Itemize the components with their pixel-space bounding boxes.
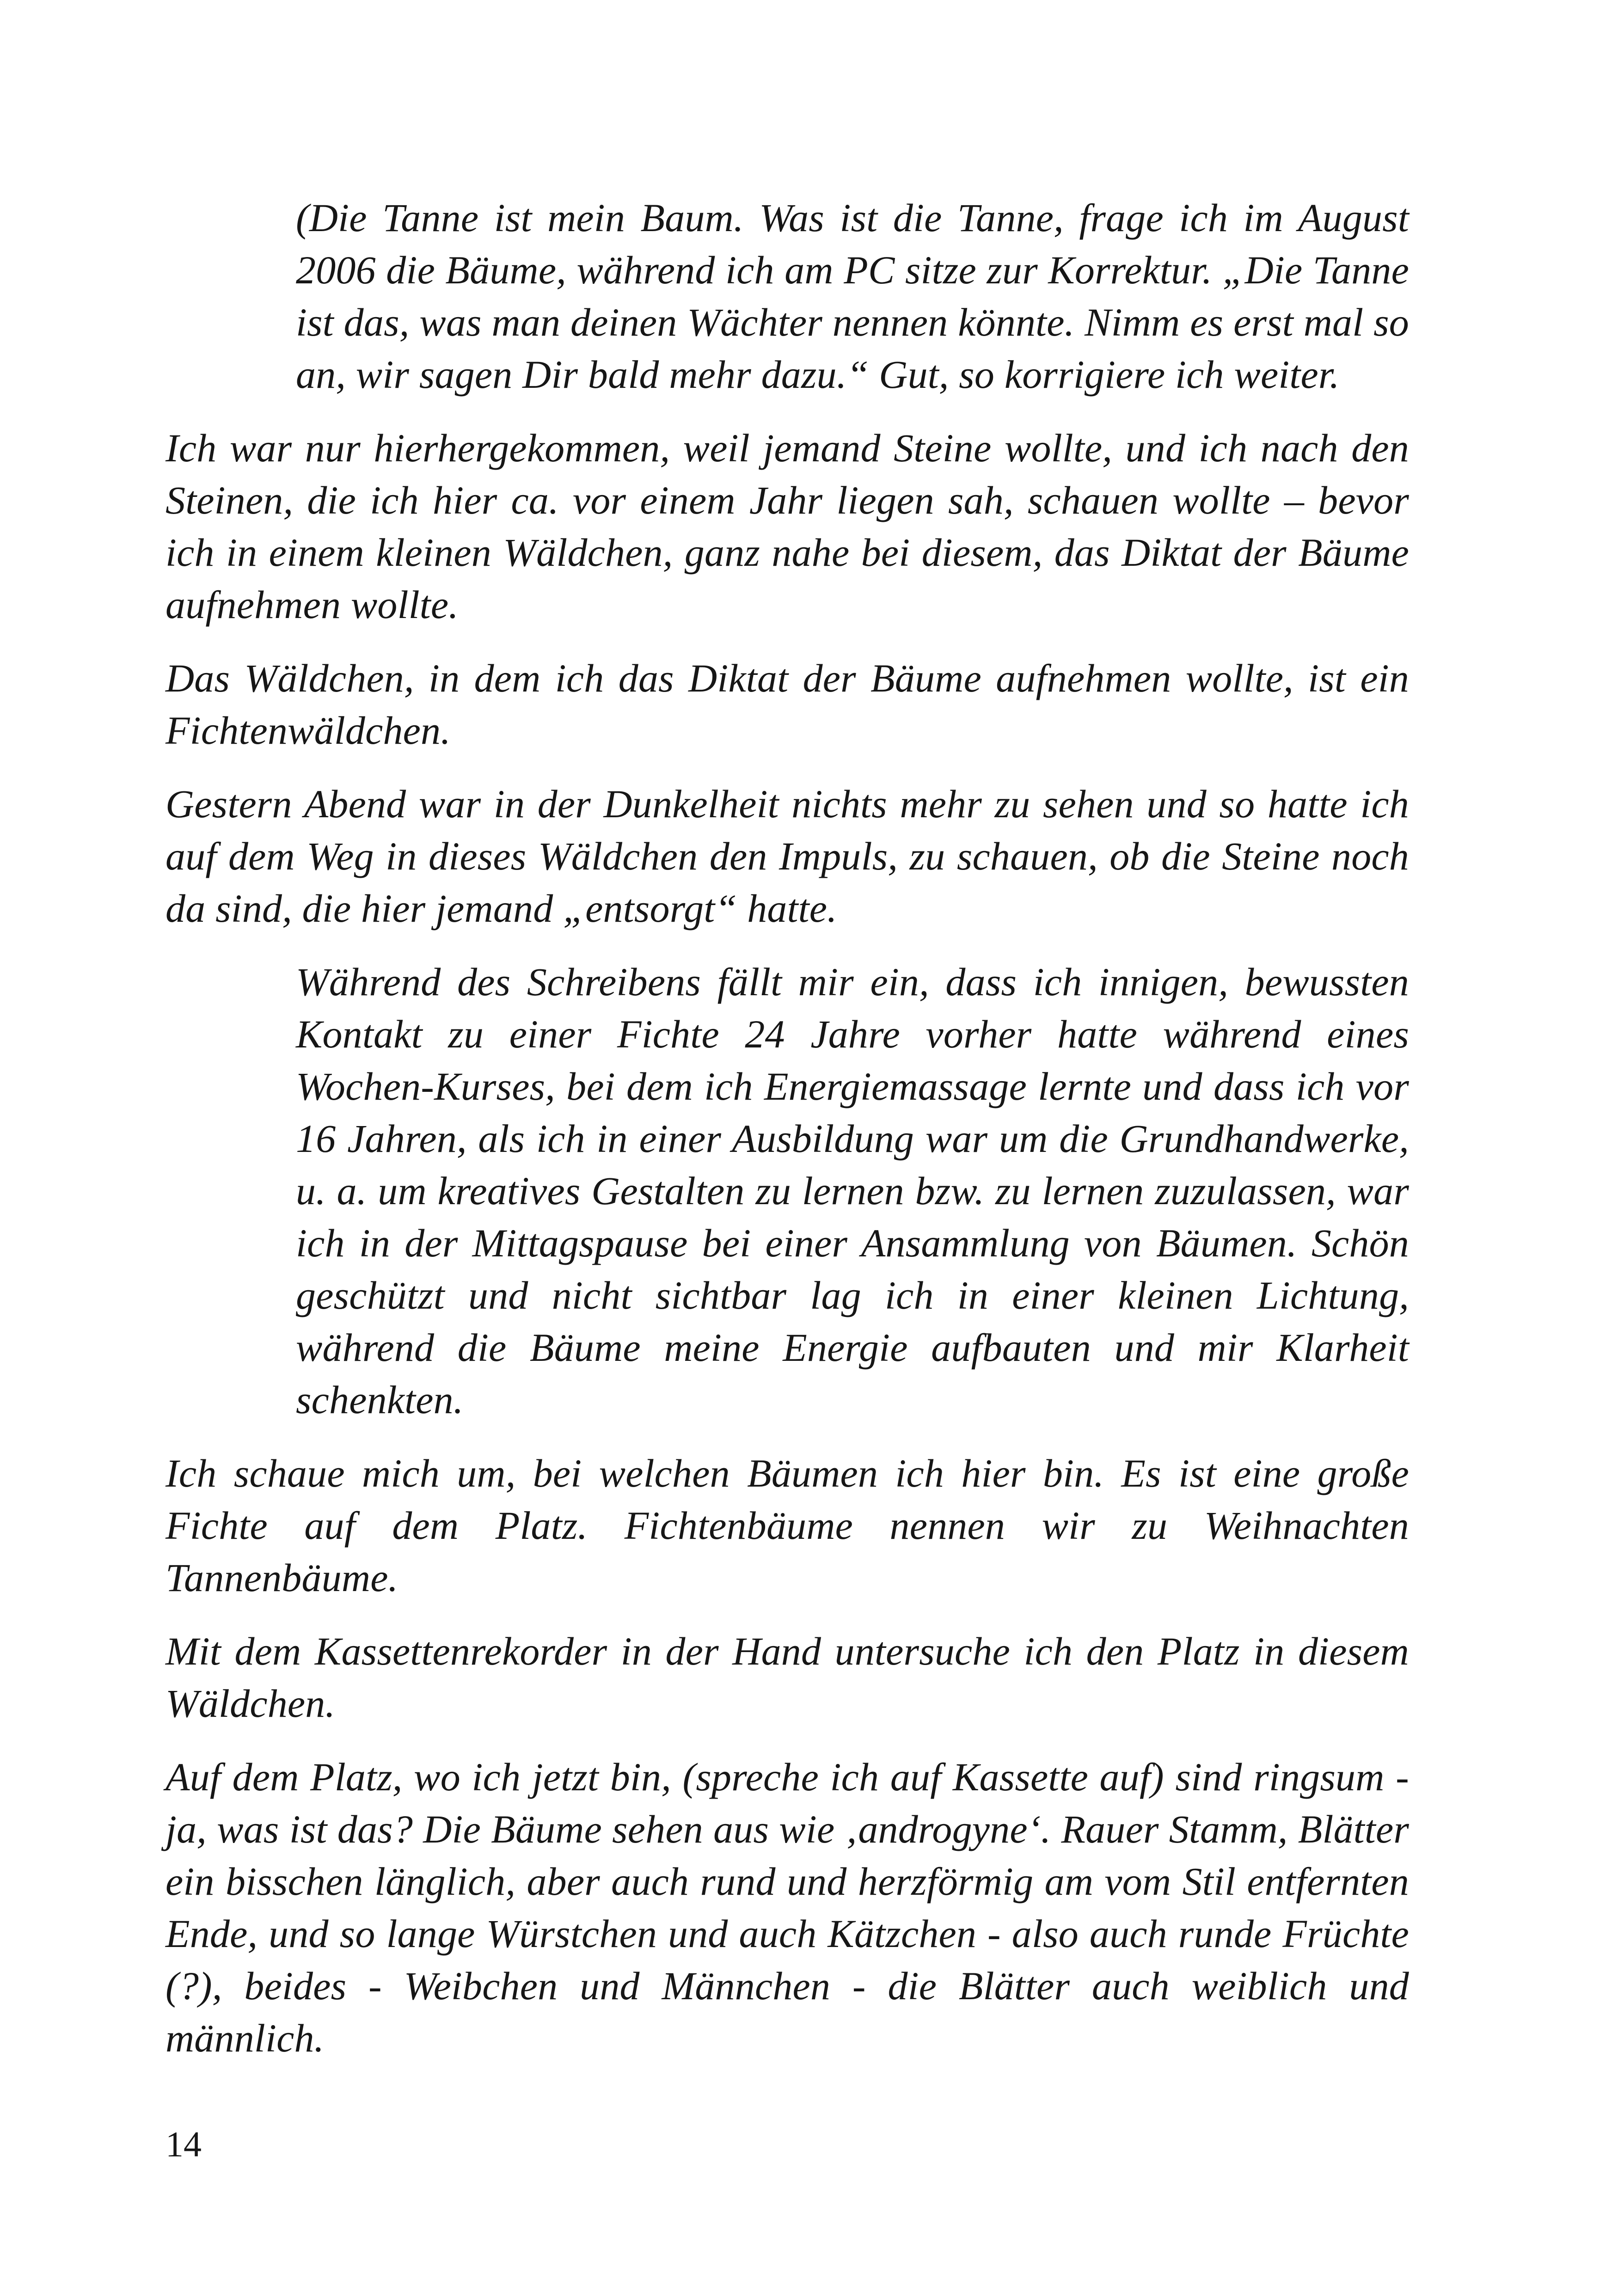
blockquote-paragraph: Während des Schreibens fällt mir ein, dass ich innigen, bewussten Kontakt zu einer Fichte 24 Jahre vorher hatte während eines Wochen-Kurses, bei dem ich Energiemassage lernte und dass ich vor 16 Jahren, als ich in einer Ausbildung war um die Grundhandwerke, u. a. um kreatives Gestalten zu lernen bzw. zu lernen zuzulassen, war ich in der Mittagspause bei einer Ansammlung von Bäumen. Schön geschützt und nicht sichtbar lag ich in einer kleinen Lichtung, während die Bäume meine Energie aufbauten und mir Klarheit schenkten.: [296, 960, 1409, 1422]
page-text-block: [165, 192, 1409, 2086]
page-number: 14: [165, 2124, 202, 2164]
body-paragraph: Mit dem Kassettenrekorder in der Hand untersuche ich den Platz in diesem Wäldchen.: [165, 1629, 1409, 1726]
body-paragraph: Ich war nur hierhergekommen, weil jemand Steine wollte, und ich nach den Steinen, die ich hier ca. vor einem Jahr liegen sah, schauen wollte – bevor ich in einem kleinen Wäldchen, ganz nahe bei diesem, das Diktat der Bäume aufnehmen wollte.: [165, 426, 1409, 627]
body-paragraph: Ich schaue mich um, bei welchen Bäumen ich hier bin. Es ist eine große Fichte auf dem Platz. Fichtenbäume nennen wir zu Weihnachten Tannenbäume.: [165, 1451, 1409, 1600]
body-paragraph: Gestern Abend war in der Dunkelheit nichts mehr zu sehen und so hatte ich auf dem Weg in dieses Wäldchen den Impuls, zu schauen, ob die Steine noch da sind, die hier jemand „entsorgt“ hatte.: [165, 782, 1409, 931]
blockquote-paragraph: (Die Tanne ist mein Baum. Was ist die Tanne, frage ich im August 2006 die Bäume, während ich am PC sitze zur Korrektur. „Die Tanne ist das, was man deinen Wächter nennen könnte. Nimm es erst mal so an, wir sagen Dir bald mehr dazu.“ Gut, so korrigiere ich weiter.: [296, 196, 1409, 397]
body-paragraph: Das Wäldchen, in dem ich das Diktat der Bäume aufnehmen wollte, ist ein Fichtenwäldchen.: [165, 656, 1409, 753]
body-paragraph: Auf dem Platz, wo ich jetzt bin, (spreche ich auf Kassette auf) sind ringsum - ja, was ist das? Die Bäume sehen aus wie ‚androgyne‘. Rauer Stamm, Blätter ein bisschen länglich, aber auch rund und herzförmig am vom Stil entfernten Ende, und so lange Würstchen und auch Kätzchen - also auch runde Früchte (?), beides - Weibchen und Männchen - die Blätter auch weiblich und männlich.: [165, 1755, 1409, 2060]
